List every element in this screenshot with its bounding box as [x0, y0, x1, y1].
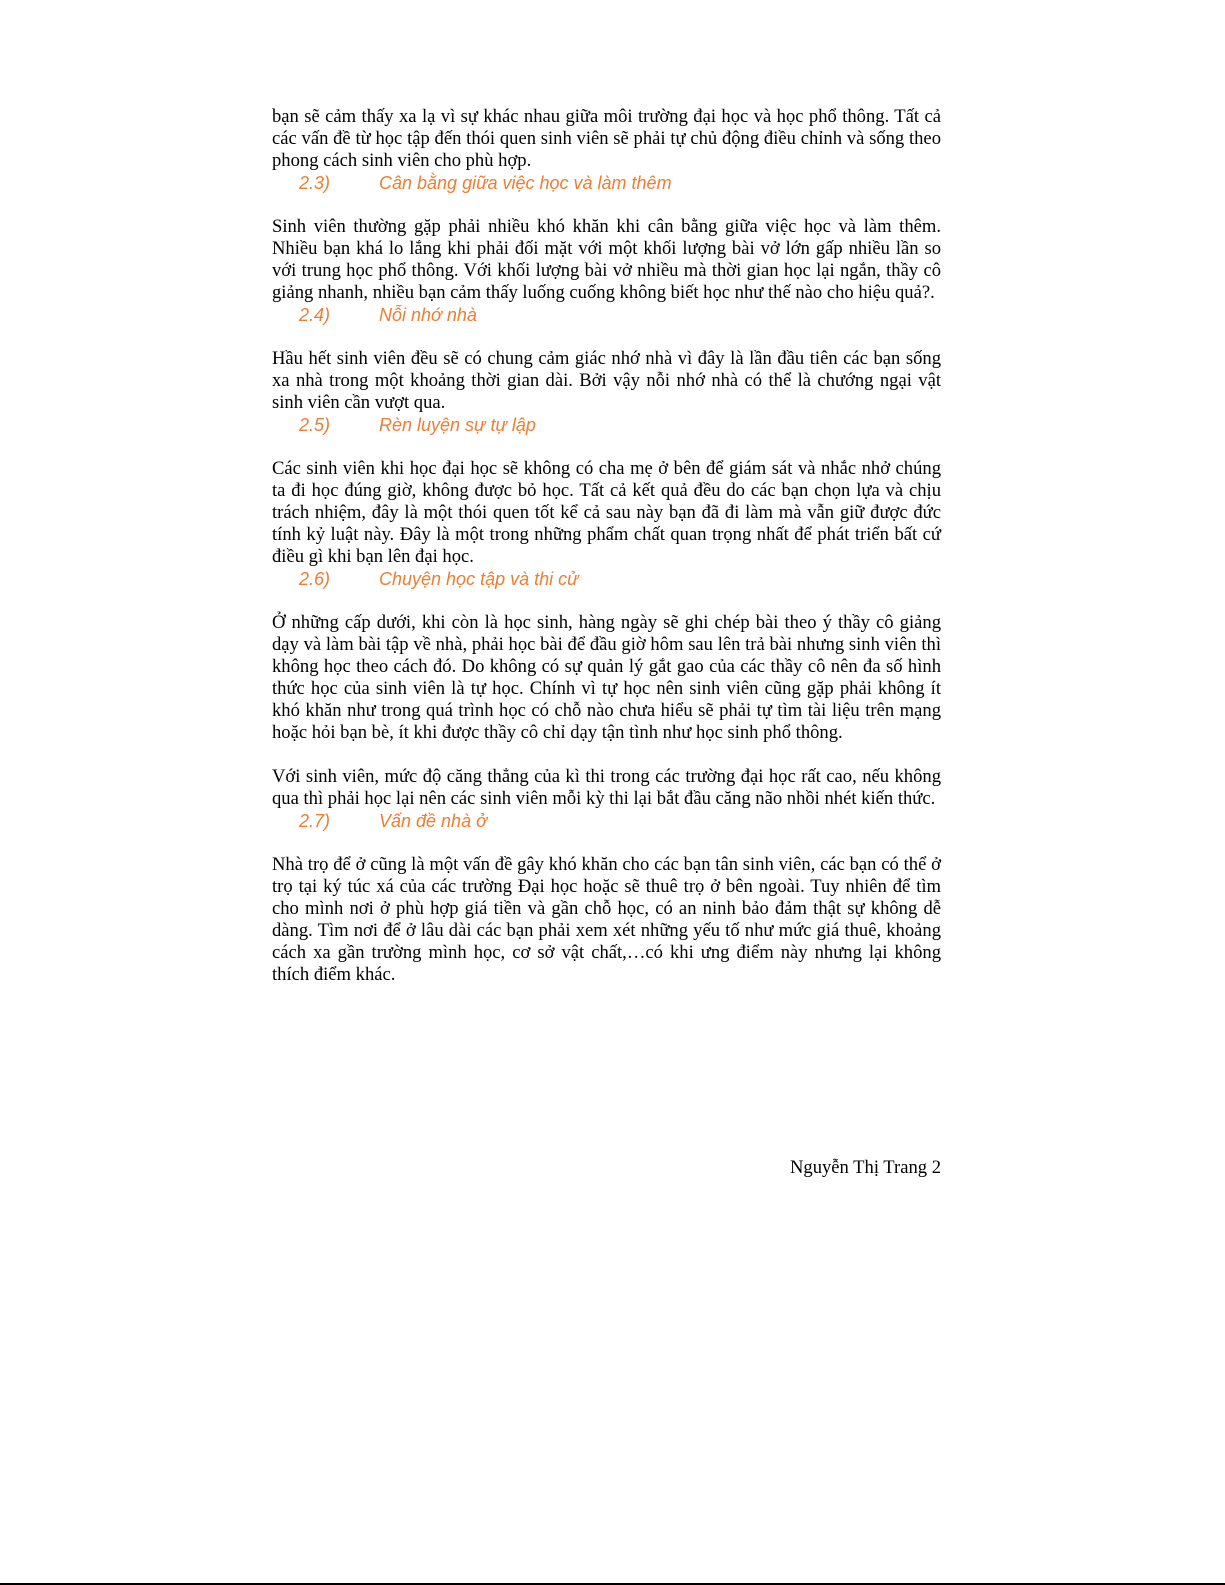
section-heading-2-7 — [272, 810, 941, 832]
paragraph-housing: Nhà trọ để ở cũng là một vấn đề gây khó khăn cho các bạn tân sinh viên, các bạn có thể ở trọ tại ký túc xá của các trường Đại học hoặc sẽ thuê trọ ở bên ngoài. Tuy nhiên để tìm cho mình nơi ở phù hợp giá tiền và gần chỗ học, có an ninh bảo đảm thật sự không dễ dàng. Tìm nơi để ở lâu dài các bạn phải xem xét những yếu tố như mức giá thuê, khoảng cách xa gần trường mình học, cơ sở vật chất,…có khi ưng điểm này nhưng lại không thích điểm khác. — [272, 854, 941, 985]
paragraph-homesick: Hầu hết sinh viên đều sẽ có chung cảm giác nhớ nhà vì đây là lần đầu tiên các bạn sống xa nhà trong một khoảng thời gian dài. Bởi vậy nỗi nhớ nhà có thể là chướng ngại vật sinh viên cần vượt qua. — [272, 348, 941, 413]
paragraph-intro: bạn sẽ cảm thấy xa lạ vì sự khác nhau giữa môi trường đại học và học phổ thông. Tất cả các vấn đề từ học tập đến thói quen sinh viên sẽ phải tự chủ động điều chỉnh và sống theo phong cách sinh viên cho phù hợp. — [272, 106, 941, 171]
section-heading-2-4 — [272, 304, 941, 326]
section-title: Nỗi nhớ nhà — [379, 305, 477, 325]
page-footer-author: Nguyễn Thị Trang 2 — [789, 1157, 941, 1178]
section-number: 2.5) — [299, 415, 331, 435]
paragraph-self-study: Ở những cấp dưới, khi còn là học sinh, hàng ngày sẽ ghi chép bài theo ý thầy cô giảng dạy và làm bài tập về nhà, phải học bài để đầu giờ hôm sau lên trả bài nhưng sinh viên thì không học theo cách đó. Do không có sự quản lý gắt gao của các thầy cô nên đa số hình thức học của sinh viên là tự học. Chính vì tự học nên sinh viên cũng gặp phải không ít khó khăn như trong quá trình học có chỗ nào chưa hiểu sẽ phải tự tìm tài liệu trên mạng hoặc hỏi bạn bè, ít khi được thầy cô chỉ dạy tận tình như học sinh phổ thông. — [272, 612, 941, 743]
document-body — [272, 106, 941, 986]
section-heading-2-5 — [272, 414, 941, 436]
section-heading-2-3 — [272, 172, 941, 194]
section-number: 2.4) — [299, 305, 331, 325]
section-title: Cân bằng giữa việc học và làm thêm — [379, 173, 672, 193]
section-number: 2.6) — [299, 569, 331, 589]
paragraph-independence: Các sinh viên khi học đại học sẽ không có cha mẹ ở bên để giám sát và nhắc nhở chúng ta đi học đúng giờ, không được bỏ học. Tất cả kết quả đều do các bạn chọn lựa và chịu trách nhiệm, đây là một thói quen tốt kể cả sau này bạn đã đi làm mà vẫn giữ được đức tính kỷ luật này. Đây là một trong những phẩm chất quan trọng nhất để phát triển bất cứ điều gì khi bạn lên đại học. — [272, 458, 941, 567]
paragraph-study-work-balance: Sinh viên thường gặp phải nhiều khó khăn khi cân bằng giữa việc học và làm thêm. Nhiều bạn khá lo lắng khi phải đối mặt với một khối lượng bài vở lớn gấp nhiều lần so với trung học phổ thông. Với khối lượng bài vở nhiều mà thời gian học lại ngắn, thầy cô giảng nhanh, nhiều bạn cảm thấy luống cuống không biết học như thế nào cho hiệu quả?. — [272, 216, 941, 303]
section-number: 2.3) — [299, 173, 331, 193]
section-title: Vấn đề nhà ở — [379, 811, 487, 831]
section-heading-2-6 — [272, 568, 941, 590]
section-title: Rèn luyện sự tự lập — [379, 415, 536, 435]
section-number: 2.7) — [299, 811, 331, 831]
section-title: Chuyện học tập và thi cử — [379, 569, 579, 589]
paragraph-exams: Với sinh viên, mức độ căng thẳng của kì thi trong các trường đại học rất cao, nếu không qua thì phải học lại nên các sinh viên mỗi kỳ thi lại bắt đầu căng não nhồi nhét kiến thức. — [272, 766, 941, 809]
